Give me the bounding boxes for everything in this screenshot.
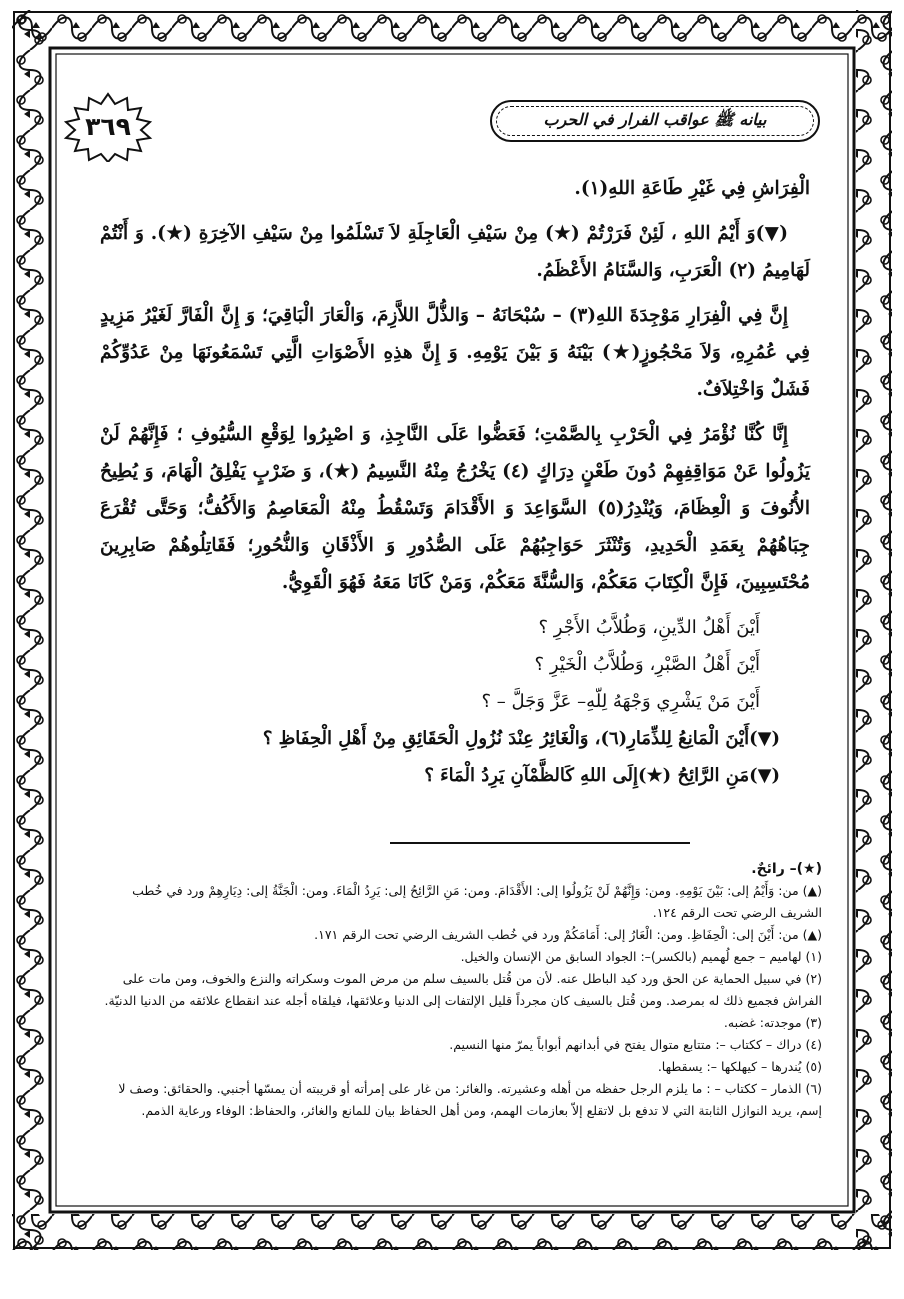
chapter-title-box (490, 100, 820, 142)
footnote: (٦) الذمار – ككتاب – : ما يلزم الرجل حفظه من أهله وعشيرته. والغائر: من غار على إمرأته أو قريبته أن يمسّها أجنبي. والحقائق: وصف لا إسم، يريد النوازل الثابتة التي لا تدفع بل لاتقلع إلاّ بعازمات الهمم، ومن أهل الحفاظ بيان للمانع والغائر، والحفاظ: الوفاء ورعاية الذمم. (118, 1081, 822, 1118)
footnote-separator (390, 842, 690, 844)
paragraph: إِنَّا كُنَّا نُؤْمَرُ فِي الْحَرْبِ بِالصَّمْتِ؛ فَعَضُّوا عَلَى النَّاجِذِ، وَ اصْبِرُوا لِوَقْعِ السُّيُوفِ ؛ فَإِنَّهُمْ لَنْ يَزُولُوا عَنْ مَوَاقِفِهِمْ دُونَ طَعْنٍ دِرَاكٍ (٤) يَخْرُجُ مِنْهُ النَّسِيمُ (★)، وَ ضَرْبٍ يَفْلِقُ الْهَامَ، وَ يُطِيحُ الأُنُوفَ وَ الْعِظَامَ، وَيُنْدِرُ(٥) السَّوَاعِدَ وَ الأَقْدَامَ وَتَسْقُطُ مِنْهُ الْمَعَاصِمُ وَالأَكُفُّ؛ وَحَتَّى تُقْرَعَ جِبَاهُهُمْ بِعَمَدِ الْحَدِيدِ، وَتُنْثَرَ حَوَاجِبُهُمْ عَلَى الصُّدُورِ وَ الأَذْقَانِ وَالنُّحُورِ؛ فَقَاتِلُوهُمْ صَابِرِينَ مُحْتَسِبِينَ، فَإِنَّ الْكِتَابَ مَعَكُمْ، وَالسُّنَّةَ مَعَكُمْ، وَمَنْ كَانَا مَعَهُ فَهُوَ الْقَوِيُّ. (100, 424, 811, 593)
footnote: (٤) دراك – ككتاب –: متتابع متوال يفتح في أبدانهم أبواباً يمرّ منها النسيم. (449, 1037, 822, 1052)
question-line: أَيْنَ أَهْلُ الدِّينِ، وَطُلاَّبُ الأَجْرِ ؟ (538, 617, 760, 638)
paragraph: إِنَّ فِي الْفِرَارِ مَوْجِدَةَ اللهِ(٣) – سُبْحَانَهُ – وَالذُّلَّ اللاَّزِمَ، وَالْعَارَ الْبَاقِيَ؛ وَ إِنَّ الْفَارَّ لَغَيْرُ مَزِيدٍ فِي عُمُرِهِ، وَلاَ مَحْجُوزٍ(★) بَيْنَهُ وَ بَيْنَ يَوْمِهِ. وَ إِنَّ هذِهِ الأَصْوَاتِ الَّتِي تَسْمَعُونَهَا مِنْ عَدُوِّكُمْ فَشَلٌ وَاخْتِلاَفٌ. (100, 305, 810, 400)
footnote-star: (★)– رائحٌ. (751, 861, 822, 877)
page-number-badge (60, 92, 156, 162)
footnote: (٢) في سبيل الحماية عن الحق ورد كيد الباطل عنه. لأن من قُتل بالسيف سلم من مرض الموت وسكراته والنزع والخوف، ومن مات على الفراش فجميع ذلك له بمرصد. ومن قُتل بالسيف كان مجرداً قليل الإلتفات إلى الدنيا وعلائقها، فيلقاه أجله عند انقطاع علائقه من الدنيا الدنيّة. (104, 971, 822, 1008)
chapter-title: بيانه ﷺ عواقب الفرار في الحرب (543, 110, 767, 129)
question-line: (▼)مَنِ الرَّائِحُ (★)إِلَى اللهِ كَالظَّمْآنِ يَرِدُ الْمَاءَ ؟ (424, 765, 780, 786)
text-line: الْفِرَاشِ فِي غَيْرِ طَاعَةِ اللهِ(١). (574, 178, 810, 199)
question-line: أَيْنَ أَهْلُ الصَّبْرِ، وَطُلاَّبُ الْخَيْرِ ؟ (534, 654, 760, 675)
question-line: (▼)أَيْنَ الْمَانِعُ لِلذِّمَارِ(٦)، وَالْغَائِرُ عِنْدَ نُزُولِ الْحَقَائِقِ مِنْ أَهْلِ الْحِفَاظِ ؟ (262, 728, 780, 749)
footnote: (٥) يُندرها – كيهلكها –: يسقطها. (657, 1059, 822, 1074)
footnote-alt: (▲) من: أَيْنَ إلى: الْحِفَاظِ. ومن: الْعَارُ إلى: أَمَامَكُمْ ورد في خُطب الشريف الرضي تحت الرقم ١٧١. (314, 927, 822, 942)
footnote-alt: (▲) من: وَأَيْمُ إلى: بَيْنَ يَوْمِهِ. ومن: وَإِنَّهُمْ لَنْ يَزُولُوا إلى: الأَقْدَامَ. ومن: مَنِ الرَّائِحُ إلى: يَرِدُ الْمَاءَ. ومن: الْجَنَّةُ إلى: دِيَارِهِمْ ورد في خُطب الشريف الرضي تحت الرقم ١٢٤. (132, 883, 822, 920)
footnote: (٣) موجدته: غضبه. (723, 1015, 822, 1030)
paragraph: (▼)وَ أَيْمُ اللهِ ، لَئِنْ فَرَرْتُمْ (★) مِنْ سَيْفِ الْعَاجِلَةِ لاَ تَسْلَمُوا مِنْ سَيْفِ الآخِرَةِ (★). وَ أَنْتُمْ لَهَامِيمُ (٢) الْعَرَبِ، وَالسَّنَامُ الأَعْظَمُ. (100, 223, 810, 281)
page-number: ٣٦٩ (85, 112, 131, 141)
question-line: أَيْنَ مَنْ يَشْرِي وَجْهَهُ لِلّهِ– عَزَّ وَجَلَّ – ؟ (481, 691, 760, 712)
footnotes (100, 858, 822, 1122)
footnote: (١) لهاميم – جمع لُهميم (بالكسر)–: الجواد السابق من الإنسان والخيل. (460, 949, 822, 964)
page-header (60, 92, 824, 162)
main-text (100, 170, 810, 794)
